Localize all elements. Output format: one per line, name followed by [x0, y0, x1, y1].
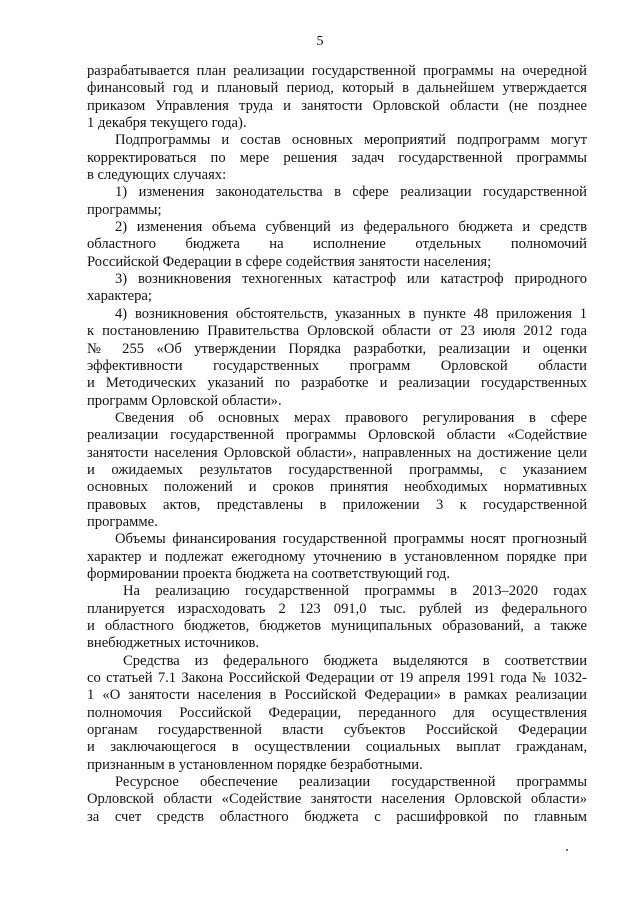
text-line: корректироваться по мере решения задач государственной программы [87, 149, 587, 166]
text-line: 2) изменения объема субвенций из федерального бюджета и средств [115, 219, 587, 236]
text-line: со статьей 7.1 Закона Российской Федерации от 19 апреля 1991 года № 1032- [87, 670, 587, 687]
text-line: и областного бюджетов, бюджетов муниципальных образований, а также [87, 618, 587, 634]
text-line: 1 «О занятости населения в Российской Федерации» в рамках реализации [87, 687, 587, 704]
text-line: Сведения об основных мерах правового регулирования в сфере [115, 409, 587, 426]
text-line: признанным в установленном порядке безработными. [87, 756, 423, 773]
text-line: приказом Управления труда и занятости Орловской области (не позднее [87, 97, 587, 114]
text-line: программ Орловской области». [87, 392, 282, 409]
text-line: эффективности государственных программ Орловской области [87, 357, 587, 374]
text-line: и ожидаемых результатов государственной программы, с указанием [87, 461, 587, 478]
text-line: полномочия Российской Федерации, переданного для осуществления [87, 704, 587, 721]
text-line: программы; [87, 201, 162, 218]
text-line: за счет средств областного бюджета с расшифровкой по главным [87, 808, 587, 825]
text-line: основных положений и сроков принятия необходимых нормативных [87, 479, 587, 496]
text-line: характера; [87, 288, 152, 305]
text-line: и Методических указаний по разработке и реализации государственных [87, 375, 587, 392]
text-line: органам государственной власти субъектов Российской Федерации [87, 722, 587, 739]
text-line: реализации государственной программы Орловской области «Содействие [87, 427, 587, 444]
text-line: в следующих случаях: [87, 167, 227, 184]
body-text [87, 63, 587, 826]
text-line: 3) возникновения техногенных катастроф или катастроф природного [115, 271, 587, 288]
scan-artifact [566, 849, 568, 851]
text-line: характер и подлежат ежегодному уточнению в установленном порядке при [87, 548, 587, 565]
text-line: Российской Федерации в сфере содействия занятости населения; [87, 253, 492, 270]
text-line: Орловской области «Содействие занятости населения Орловской области» [87, 791, 587, 808]
text-line: разрабатывается план реализации государственной программы на очередной [87, 63, 587, 79]
text-line: правовых актов, представлены в приложении 3 к государственной [87, 496, 587, 513]
text-line: финансовый год и плановый период, который в дальнейшем утверждается [87, 80, 587, 97]
text-line: 4) возникновения обстоятельств, указанных в пункте 48 приложения 1 [115, 305, 587, 322]
text-line: Подпрограммы и состав основных мероприятий подпрограмм могут [115, 132, 587, 149]
text-line: формировании проекта бюджета на соответствующий год. [87, 565, 450, 582]
text-line: занятости населения Орловской области», направленных на достижение цели [87, 444, 587, 461]
text-line: Объемы финансирования государственной программы носят прогнозный [115, 531, 587, 548]
text-line: 1 декабря текущего года). [87, 115, 247, 132]
text-line: областного бюджета на исполнение отдельных полномочий [87, 236, 587, 253]
text-line: внебюджетных источников. [87, 635, 260, 652]
page-number: 5 [316, 34, 324, 49]
text-line: На реализацию государственной программы в 2013–2020 годах [123, 583, 587, 600]
text-line: Средства из федерального бюджета выделяются в соответствии [123, 652, 587, 669]
text-line: 1) изменения законодательства в сфере реализации государственной [115, 184, 587, 201]
text-line: № 255 «Об утверждении Порядка разработки, реализации и оценки [87, 340, 587, 357]
text-line: программе. [87, 513, 158, 530]
text-line: и заключающегося в осуществлении социальных выплат гражданам, [87, 739, 587, 756]
text-line: Ресурсное обеспечение реализации государственной программы [115, 774, 587, 791]
text-line: планируется израсходовать 2 123 091,0 тыс. рублей из федерального [87, 600, 587, 617]
text-line: к постановлению Правительства Орловской области от 23 июля 2012 года [87, 323, 587, 340]
